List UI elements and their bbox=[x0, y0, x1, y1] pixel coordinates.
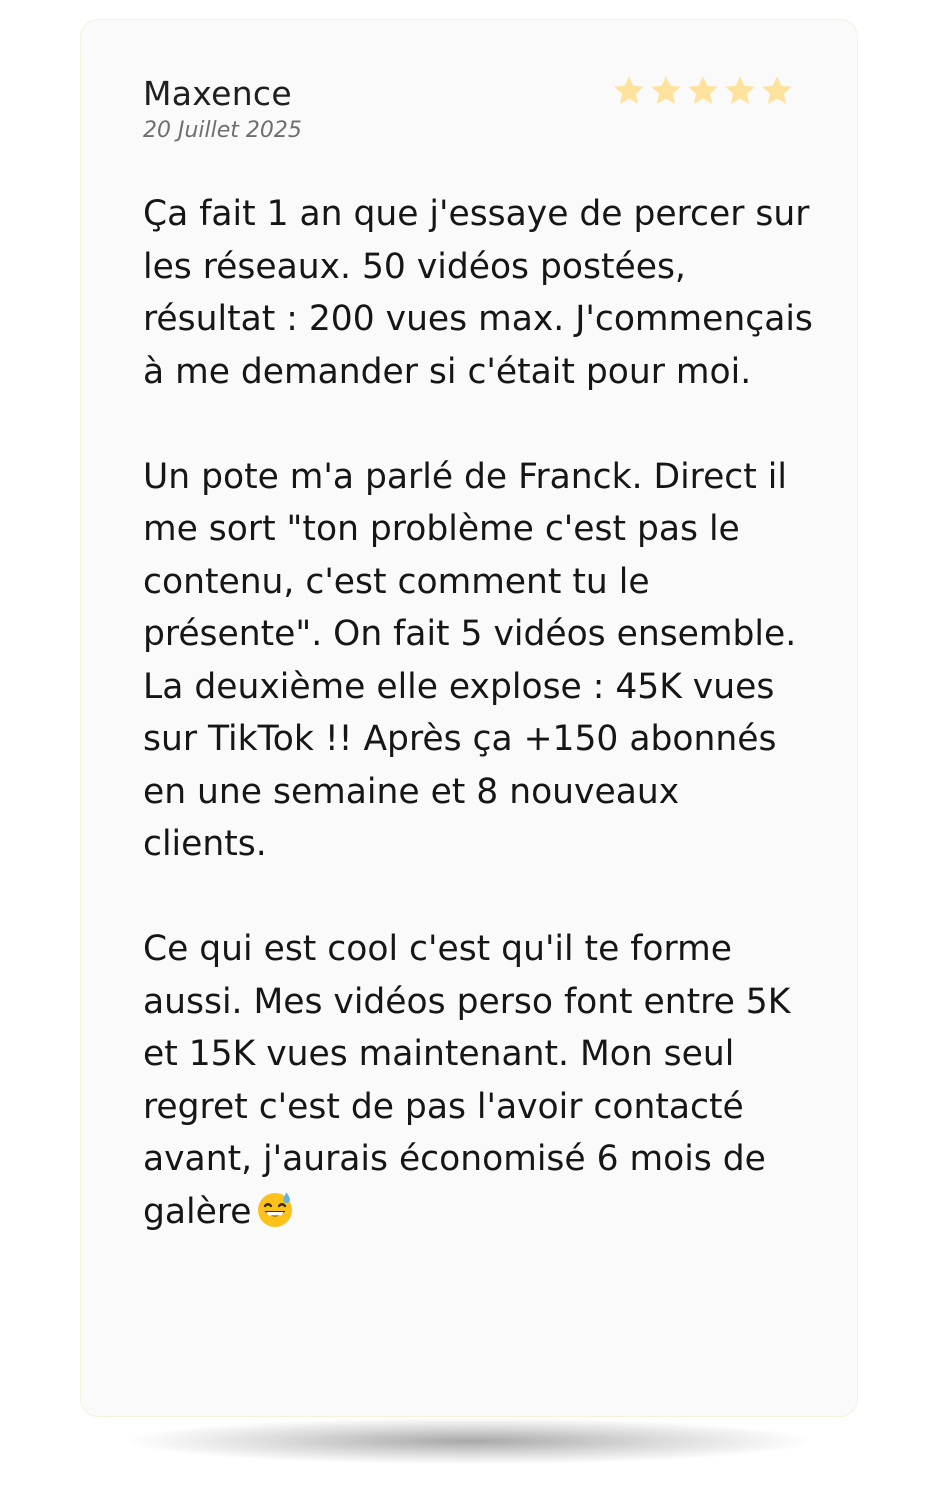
reviewer-name: Maxence bbox=[143, 74, 292, 113]
review-paragraph: Un pote m'a parlé de Franck. Direct il me sort "ton problème c'est pas le contenu, c'est comment tu le présente". On fait 5 vidéos ensemble. La deuxième elle explose : 45K vues sur TikTok !! Après ça +150 abonnés en une semaine et 8 nouveaux clients. bbox=[143, 456, 797, 864]
grinning-face-with-sweat-icon bbox=[256, 1190, 294, 1244]
review-date: 20 Juillet 2025 bbox=[143, 118, 302, 143]
star-icon bbox=[611, 73, 647, 109]
star-icon bbox=[685, 73, 721, 109]
review-paragraph: Ça fait 1 an que j'essaye de percer sur les réseaux. 50 vidéos postées, résultat : 200 vues max. J'commençais à me demander si c'était pour moi. bbox=[143, 194, 813, 392]
review-paragraph bbox=[143, 923, 813, 1243]
review-card bbox=[80, 19, 858, 1417]
review-paragraph-text: Ce qui est cool c'est qu'il te forme aussi. Mes vidéos perso font entre 5K et 15K vues maintenant. Mon seul regret c'est de pas l'avoir contacté avant, j'aurais économisé 6 mois de galère bbox=[143, 929, 791, 1232]
star-icon bbox=[722, 73, 758, 109]
star-rating bbox=[611, 73, 795, 109]
star-icon bbox=[648, 73, 684, 109]
card-shadow bbox=[130, 1418, 808, 1464]
star-icon bbox=[759, 73, 795, 109]
review-body bbox=[143, 188, 813, 1243]
